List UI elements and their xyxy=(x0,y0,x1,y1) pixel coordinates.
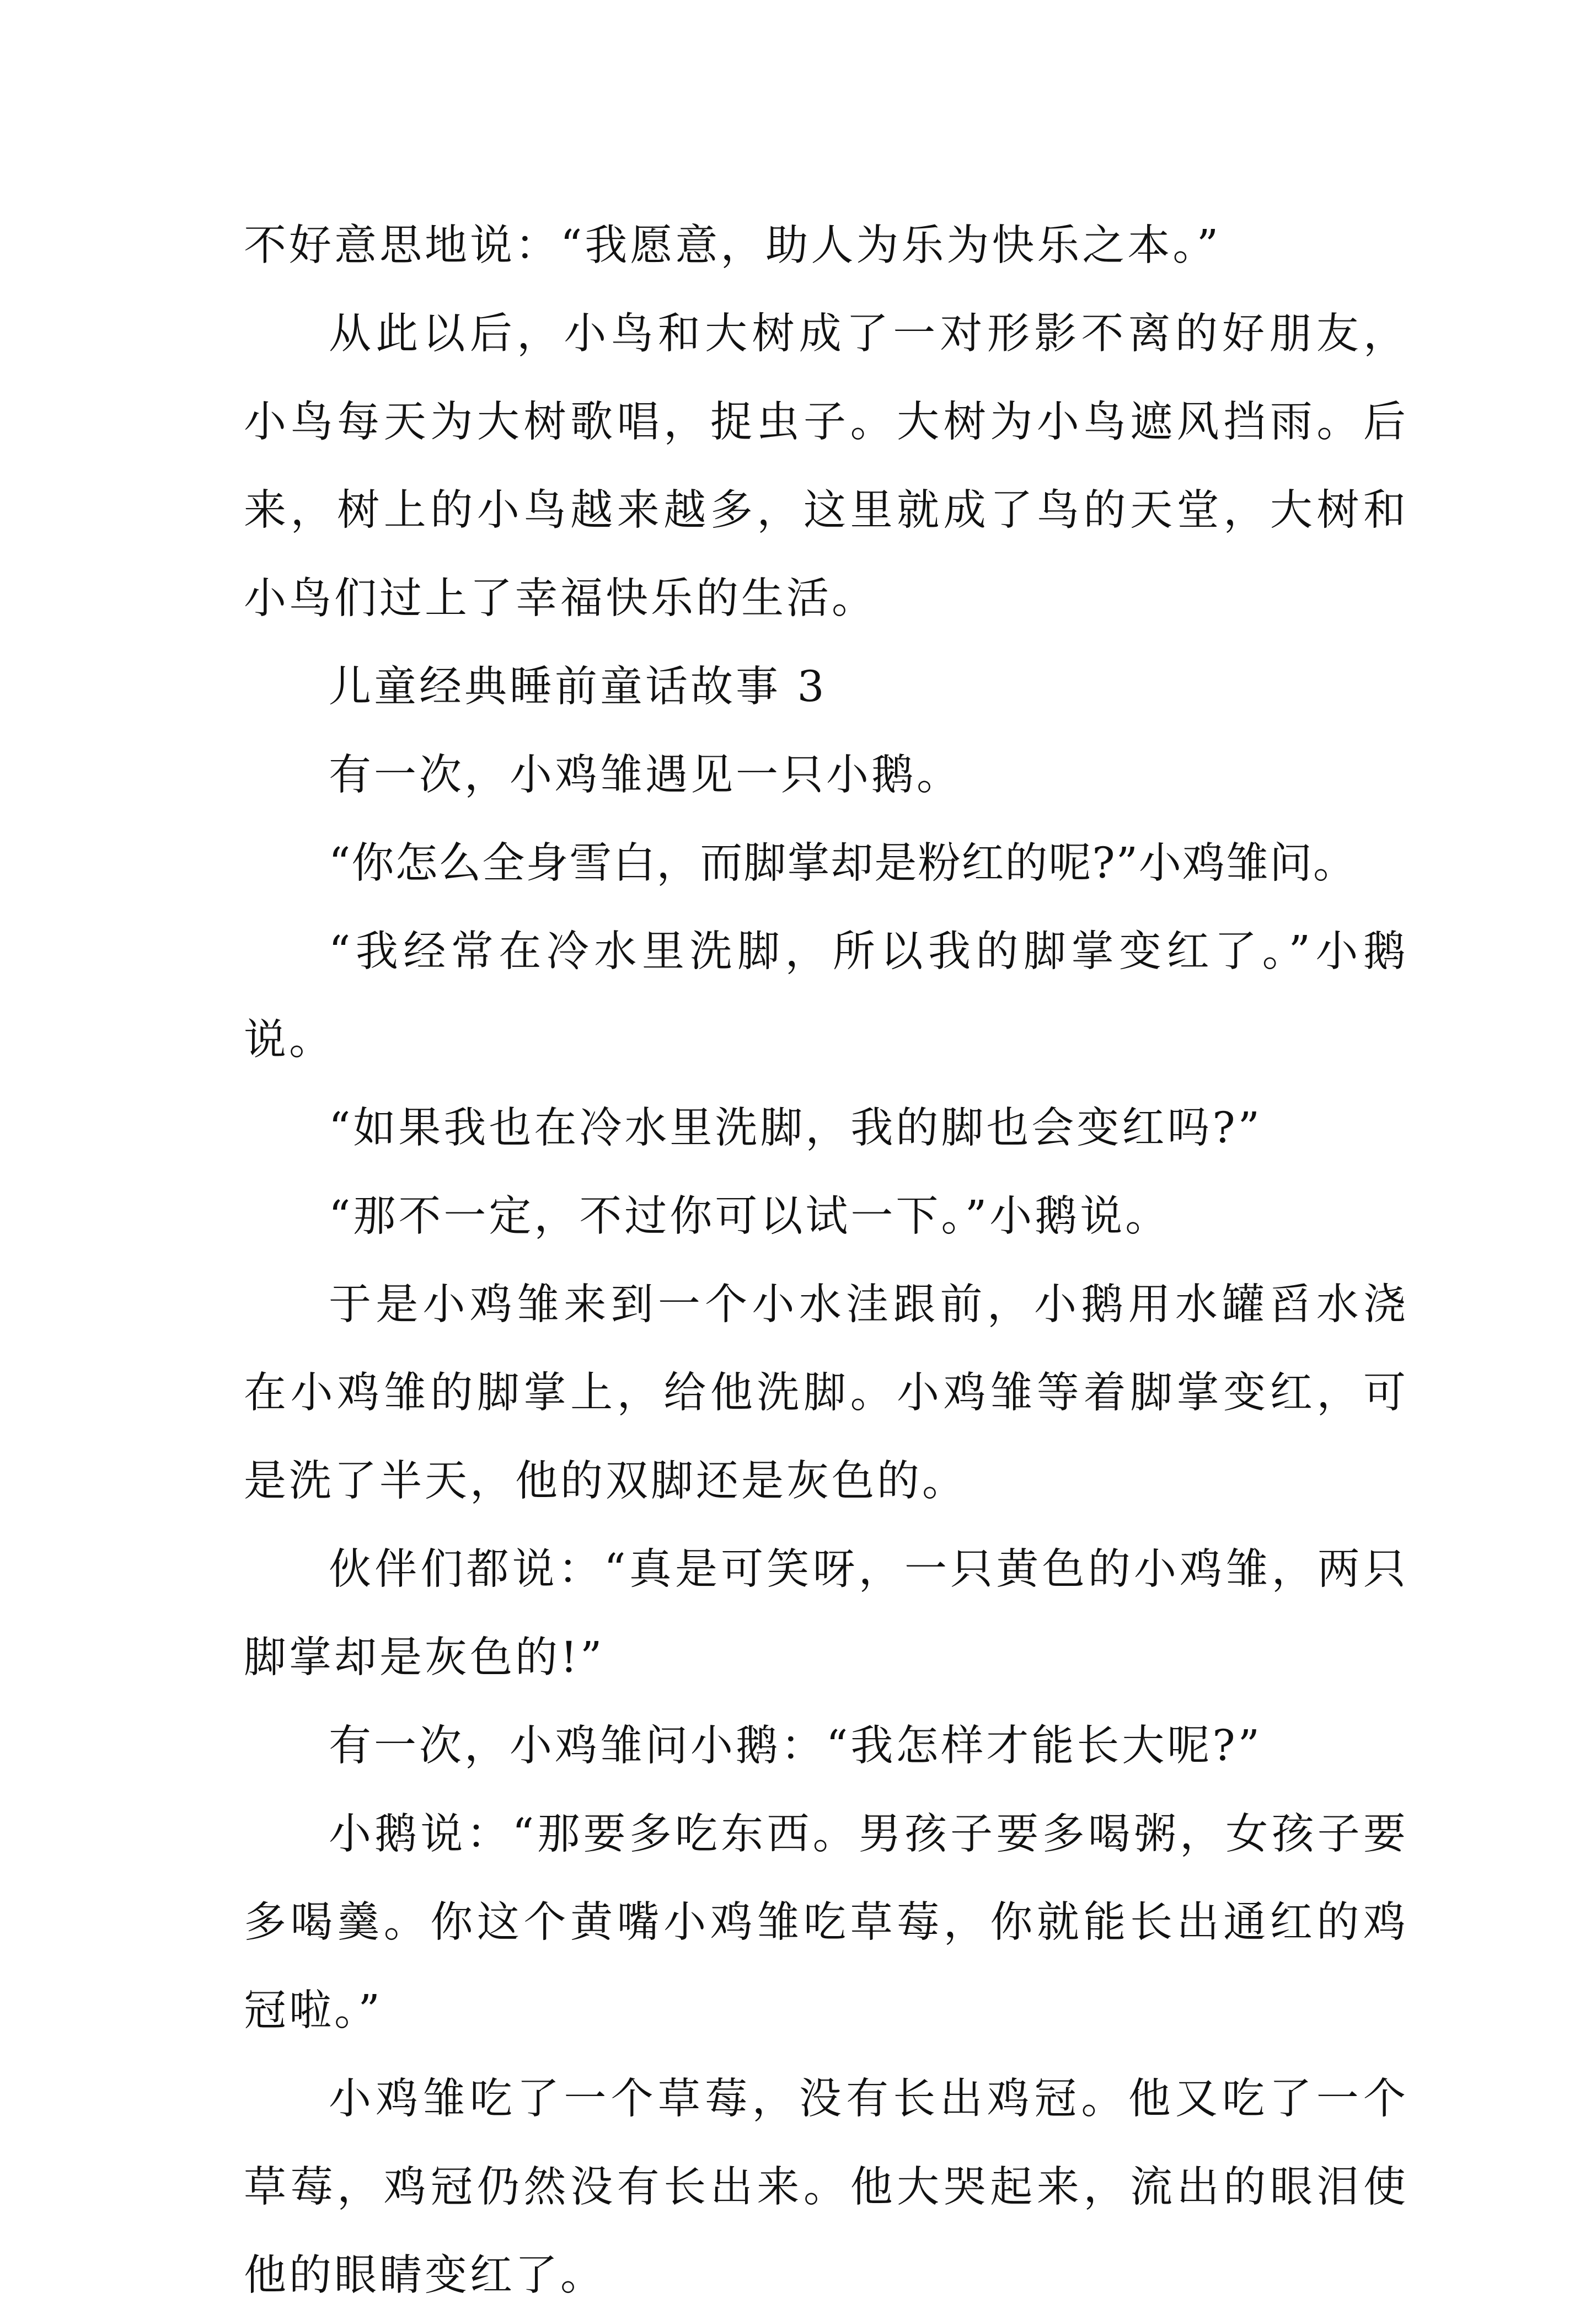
paragraph: “如果我也在冷水里洗脚，我的脚也会变红吗?” xyxy=(329,1104,1263,1153)
paragraph: “你怎么全身雪白，而脚掌却是粉红的呢?”小鸡雏问。 xyxy=(329,839,1357,888)
paragraph: “那不一定，不过你可以试一下。”小鹅说。 xyxy=(329,1192,1171,1241)
paragraph: 有一次，小鸡雏遇见一只小鹅。 xyxy=(329,751,962,800)
paragraph-continuation: 不好意思地说：“我愿意，助人为乐为快乐之本。” xyxy=(244,221,1222,270)
paragraph: 从此以后，小鸟和大树成了一对形影不离的好朋友，小鸟每天为大树歌唱，捉虫子。大树为小鸟遮风挡雨。后来，树上的小鸟越来越多，这里就成了鸟的天堂，大树和小鸟们过上了幸福快乐的生活。 xyxy=(244,309,1408,623)
story-heading: 儿童经典睡前童话故事 3 xyxy=(329,662,827,712)
paragraph: 于是小鸡雏来到一个小水洼跟前，小鹅用水罐舀水浇在小鸡雏的脚掌上，给他洗脚。小鸡雏等着脚掌变红，可是洗了半天，他的双脚还是灰色的。 xyxy=(244,1280,1408,1506)
paragraph: 伙伴们都说：“真是可笑呀，一只黄色的小鸡雏，两只脚掌却是灰色的!” xyxy=(244,1545,1408,1682)
paragraph: 有一次，小鸡雏问小鹅：“我怎样才能长大呢?” xyxy=(329,1722,1263,1771)
paragraph: 小鸡雏吃了一个草莓，没有长出鸡冠。他又吃了一个草莓，鸡冠仍然没有长出来。他大哭起来，流出的眼泪使他的眼睛变红了。 xyxy=(244,2075,1408,2300)
paragraph: “我经常在冷水里洗脚，所以我的脚掌变红了。”小鹅说。 xyxy=(244,927,1408,1065)
paragraph: 小鹅说：“那要多吃东西。男孩子要多喝粥，女孩子要多喝羹。你这个黄嘴小鸡雏吃草莓，你就能长出通红的鸡冠啦。” xyxy=(244,1810,1408,2035)
document-body xyxy=(244,202,1408,2320)
